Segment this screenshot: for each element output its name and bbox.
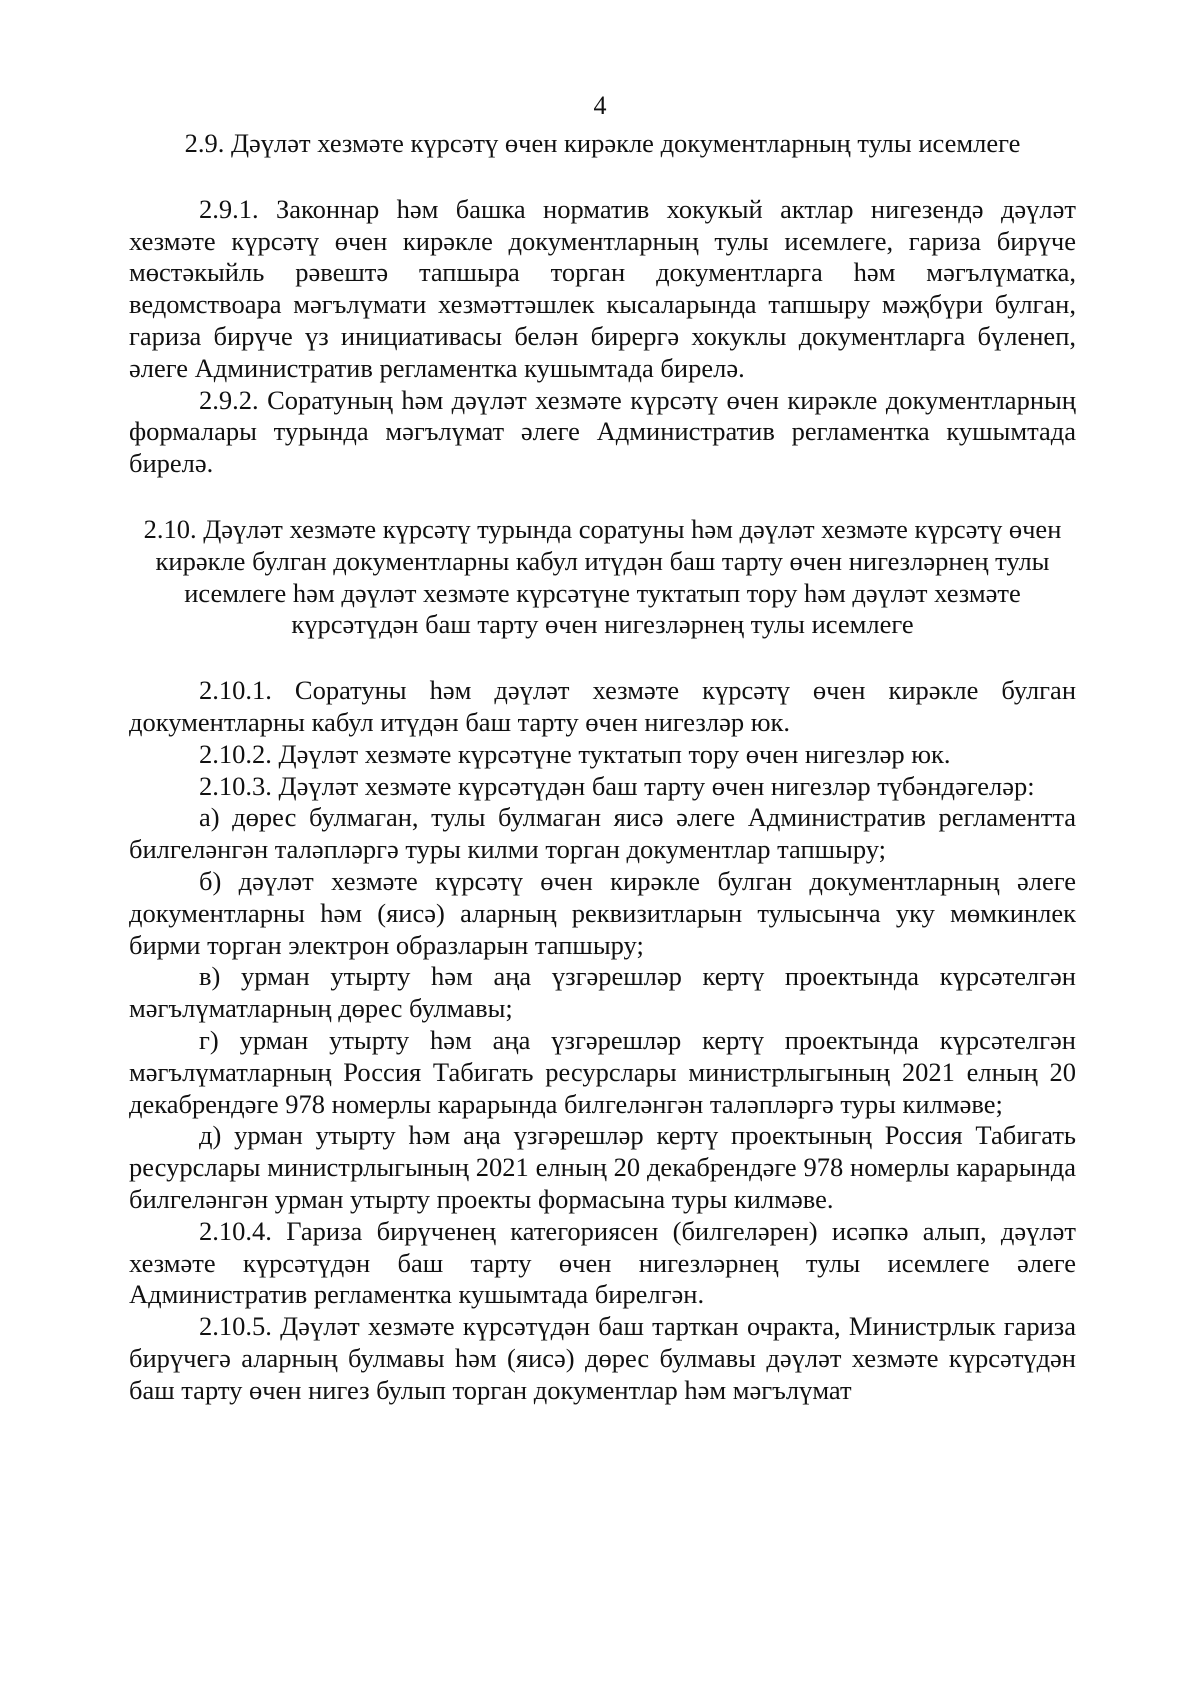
list-item-d: д) урман утырту һәм аңа үзгәрешләр кертү проектының Россия Табигать ресурслары министрлыгының 2021 елның 20 декабрендәге 978 номерлы карарында билгеләнгән урман утырту проекты формасына туры килмәве. bbox=[129, 1120, 1076, 1214]
section-heading: 2.9. Дәүләт хезмәте күрсәтү өчен кирәкле документларның тулы исемлеге bbox=[184, 128, 1021, 158]
list-item-b: б) дәүләт хезмәте күрсәтү өчен кирәкле булган документларның әлеге документларны һәм (яисә) аларның реквизитларын тулысынча уку мөмкинлек бирми торган электрон образларын тапшыру; bbox=[129, 865, 1076, 960]
document-body bbox=[129, 128, 1076, 1406]
list-item-g: г) урман утырту һәм аңа үзгәрешләр кертү проектында күрсәтелгән мәгълүматларның Россия Табигать ресурслары министрлыгының 2021 елның 20 декабрендәге 978 номерлы карарында билгеләнгән таләпләргә туры килмәве; bbox=[129, 1024, 1076, 1119]
paragraph-2-9-2: 2.9.2. Соратуның һәм дәүләт хезмәте күрсәтү өчен кирәкле документларның формалары турында мәгълүмат әлеге Административ регламентка кушымтада бирелә. bbox=[129, 384, 1076, 479]
list-item-a: а) дөрес булмаган, тулы булмаган яисә әлеге Административ регламентта билгеләнгән таләпләргә туры килми торган документлар тапшыру; bbox=[129, 802, 1076, 865]
page-number: 4 bbox=[593, 91, 607, 120]
section-2-10 bbox=[129, 514, 1076, 1407]
paragraph-2-10-4: 2.10.4. Гариза бирүченең категориясен (билгеләрен) исәпкә алып, дәүләт хезмәте күрсәтүдән баш тарту өчен нигезләрнең тулы исемлеге әлеге Административ регламентка кушымтада бирелгән. bbox=[129, 1215, 1076, 1310]
list-item-v: в) урман утырту һәм аңа үзгәрешләр кертү проектында күрсәтелгән мәгълүматларның дөрес булмавы; bbox=[129, 961, 1076, 1024]
paragraph-2-10-5: 2.10.5. Дәүләт хезмәте күрсәтүдән баш тарткан очракта, Министрлык гариза бирүчегә аларның булмавы һәм (яисә) дөрес булмавы дәүләт хезмәте күрсәтүдән баш тарту өчен нигез булып торган документлар һәм мәгълүмат bbox=[129, 1311, 1076, 1405]
paragraph-2-10-3: 2.10.3. Дәүләт хезмәте күрсәтүдән баш тарту өчен нигезләр түбәндәгеләр: bbox=[199, 770, 1035, 801]
paragraph-2-10-2: 2.10.2. Дәүләт хезмәте күрсәтүне туктатып тору өчен нигезләр юк. bbox=[199, 738, 951, 769]
section-2-9 bbox=[129, 128, 1076, 480]
section-heading: 2.10. Дәүләт хезмәте күрсәтү турында соратуны һәм дәүләт хезмәте күрсәтү өчен кирәкле булган документларны кабул итүдән баш тарту өчен нигезләрнең тулы исемлеге һәм дәүләт хезмәте күрсәтүне туктатып тору һәм дәүләт хезмәте күрсәтүдән баш тарту өчен нигезләрнең тулы исемлеге bbox=[143, 513, 1062, 640]
paragraph-2-9-1: 2.9.1. Законнар һәм башка норматив хокукый актлар нигезендә дәүләт хезмәте күрсәтү өчен кирәкле документларның тулы исемлеге, гариза бирүче мөстәкыйль рәвештә тапшыра торган документларга һәм мәгълүматка, ведомствоара мәгълүмати хезмәттәшлек кысаларында тапшыру мәҗбүри булган, гариза бирүче үз инициативасы белән бирергә хокуклы документларга бүленеп, әлеге Административ регламентка кушымтада бирелә. bbox=[129, 193, 1076, 383]
paragraph-2-10-1: 2.10.1. Соратуны һәм дәүләт хезмәте күрсәтү өчен кирәкле булган документларны кабул итүдән баш тарту өчен нигезләр юк. bbox=[129, 675, 1076, 737]
